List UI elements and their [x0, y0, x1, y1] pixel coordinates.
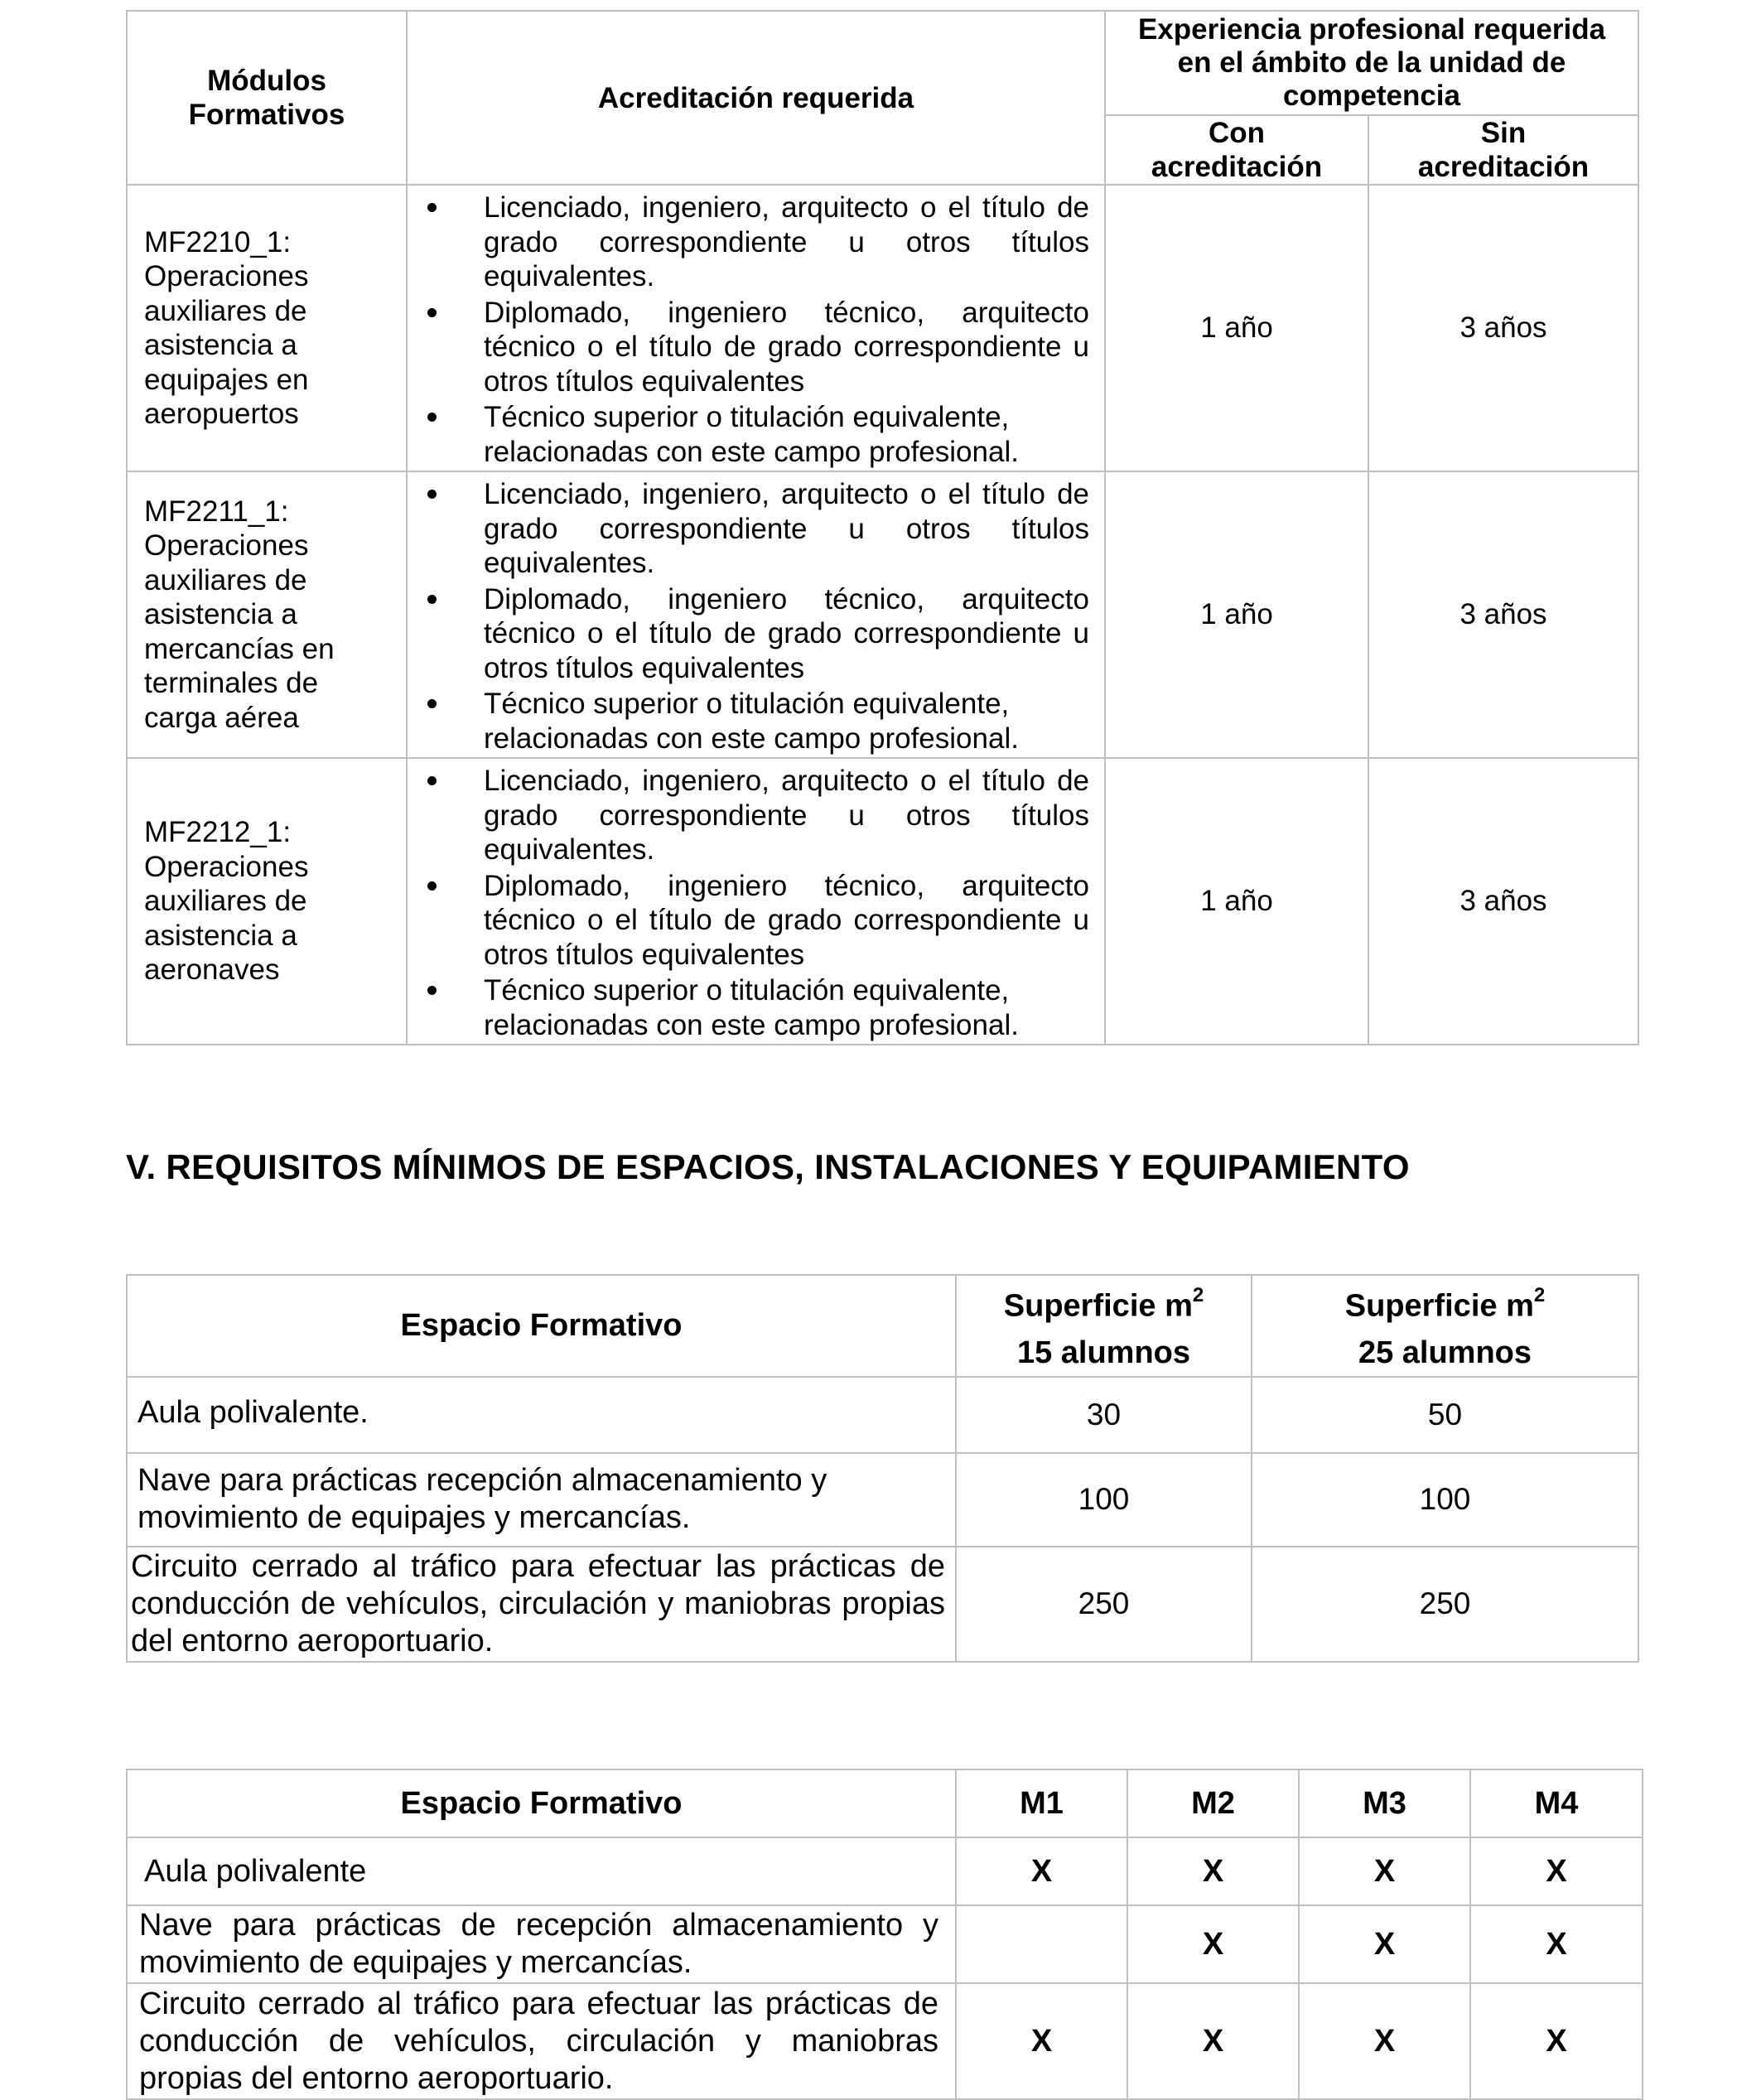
bullet-icon: [427, 699, 437, 708]
surface-25-value: 250: [1252, 1547, 1638, 1662]
header-surface-15: Superficie $m^2$ 15 alumnos: [956, 1275, 1252, 1377]
module-cell: MF2210_1: Operaciones auxiliares de asistencia a equipajes en aeropuertos: [127, 185, 407, 471]
list-item: Diplomado, ingeniero técnico, arquitecto técnico o el título de grado correspondiente u otros títulos equivalentes: [419, 582, 1089, 686]
accreditation-list: [419, 764, 1089, 1042]
without-accreditation-value: 3 años: [1368, 471, 1638, 758]
table-row: [127, 1837, 1643, 1905]
bullet-icon: [427, 490, 437, 499]
m2-mark: X: [1127, 1905, 1299, 1983]
m1-mark: X: [956, 1837, 1127, 1905]
space-cell: Aula polivalente.: [127, 1377, 956, 1453]
table-row: [127, 758, 1638, 1045]
table-row: [127, 1547, 1638, 1662]
table-row: [127, 185, 1638, 471]
with-accreditation-value: 1 año: [1105, 185, 1368, 471]
surface-15-value: 100: [956, 1453, 1252, 1547]
without-accreditation-value: 3 años: [1368, 185, 1638, 471]
list-item: Técnico superior o titulación equivalente, relacionadas con este campo profesional.: [419, 973, 1089, 1042]
list-item: Técnico superior o titulación equivalente, relacionadas con este campo profesional.: [419, 687, 1089, 756]
header-modules: Módulos Formativos: [127, 11, 407, 185]
header-m2: M2: [1127, 1769, 1299, 1837]
m2-mark: X: [1127, 1837, 1299, 1905]
module-cell: MF2212_1: Operaciones auxiliares de asistencia a aeronaves: [127, 758, 407, 1045]
module-cell: MF2211_1: Operaciones auxiliares de asistencia a mercancías en terminales de carga aérea: [127, 471, 407, 758]
list-item: Licenciado, ingeniero, arquitecto o el título de grado correspondiente u otros títulos equivalentes.: [419, 191, 1089, 294]
m4-mark: X: [1470, 1905, 1643, 1983]
table-row: [127, 1905, 1643, 1983]
surface-15-value: 250: [956, 1547, 1252, 1662]
accreditation-list: [419, 191, 1089, 469]
m4-mark: X: [1470, 1983, 1643, 2099]
section-heading: V. REQUISITOS MÍNIMOS DE ESPACIOS, INSTALACIONES Y EQUIPAMIENTO: [126, 1147, 1410, 1186]
list-item: Diplomado, ingeniero técnico, arquitecto técnico o el título de grado correspondiente u otros títulos equivalentes: [419, 296, 1089, 399]
header-experience: Experiencia profesional requerida en el ámbito de la unidad de competencia: [1105, 11, 1638, 115]
list-item: Licenciado, ingeniero, arquitecto o el título de grado correspondiente u otros títulos equivalentes.: [419, 477, 1089, 581]
bullet-icon: [427, 881, 437, 891]
bullet-icon: [427, 595, 437, 604]
surface-table: [126, 1274, 1639, 1663]
m1-mark: [956, 1905, 1127, 1983]
header-with-accreditation: Con acreditación: [1105, 115, 1368, 185]
header-m3: M3: [1299, 1769, 1470, 1837]
m3-mark: X: [1299, 1983, 1470, 2099]
bullet-icon: [427, 413, 437, 422]
table-row: [127, 471, 1638, 758]
surface-25-value: 100: [1252, 1453, 1638, 1547]
space-cell: Circuito cerrado al tráfico para efectuar las prácticas de conducción de vehículos, circulación y maniobras propias del entorno aeroportuario.: [127, 1983, 956, 2099]
bullet-icon: [427, 308, 437, 317]
with-accreditation-value: 1 año: [1105, 758, 1368, 1045]
m1-mark: X: [956, 1983, 1127, 2099]
list-item: Diplomado, ingeniero técnico, arquitecto técnico o el título de grado correspondiente u otros títulos equivalentes: [419, 869, 1089, 973]
m3-mark: X: [1299, 1905, 1470, 1983]
with-accreditation-value: 1 año: [1105, 471, 1368, 758]
header-space: Espacio Formativo: [127, 1275, 956, 1377]
bullet-icon: [427, 203, 437, 212]
list-item: Licenciado, ingeniero, arquitecto o el título de grado correspondiente u otros títulos equivalentes.: [419, 764, 1089, 867]
header-accreditation: Acreditación requerida: [407, 11, 1105, 185]
surface-15-value: 30: [956, 1377, 1252, 1453]
header-m1: M1: [956, 1769, 1127, 1837]
space-cell: Nave para prácticas de recepción almacenamiento y movimiento de equipajes y mercancías.: [127, 1905, 956, 1983]
m2-mark: X: [1127, 1983, 1299, 2099]
bullet-icon: [427, 776, 437, 785]
table-row: [127, 1983, 1643, 2099]
without-accreditation-value: 3 años: [1368, 758, 1638, 1045]
header-without-accreditation: Sin acreditación: [1368, 115, 1638, 185]
accreditation-list: [419, 477, 1089, 756]
table-row: [127, 1453, 1638, 1547]
table-row: [127, 1377, 1638, 1453]
m4-mark: X: [1470, 1837, 1643, 1905]
space-cell: Aula polivalente: [127, 1837, 956, 1905]
accreditation-cell: [407, 185, 1105, 471]
modules-table: [126, 1769, 1643, 2100]
header-surface-25: Superficie $m^2$ 25 alumnos: [1252, 1275, 1638, 1377]
header-m4: M4: [1470, 1769, 1643, 1837]
bullet-icon: [427, 986, 437, 995]
space-cell: Circuito cerrado al tráfico para efectuar las prácticas de conducción de vehículos, circulación y maniobras propias del entorno aeroportuario.: [127, 1547, 956, 1662]
surface-25-value: 50: [1252, 1377, 1638, 1453]
accreditation-cell: [407, 471, 1105, 758]
accreditation-cell: [407, 758, 1105, 1045]
list-item: Técnico superior o titulación equivalente, relacionadas con este campo profesional.: [419, 400, 1089, 469]
m3-mark: X: [1299, 1837, 1470, 1905]
header-space: Espacio Formativo: [127, 1769, 956, 1837]
experience-table: [126, 10, 1639, 1045]
space-cell: Nave para prácticas recepción almacenamiento y movimiento de equipajes y mercancías.: [127, 1453, 956, 1547]
